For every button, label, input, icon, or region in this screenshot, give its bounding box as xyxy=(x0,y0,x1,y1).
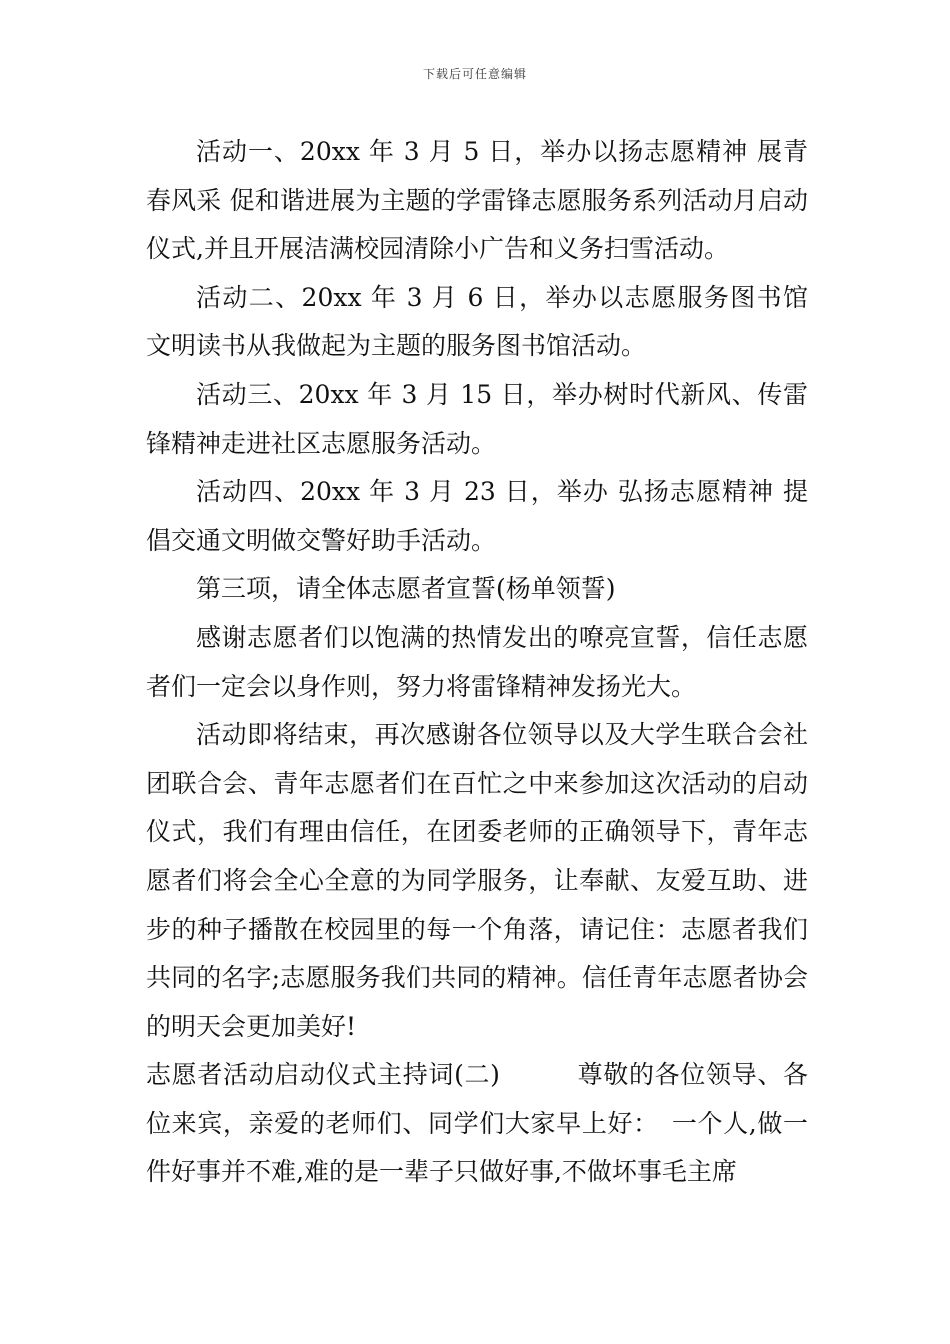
paragraph-oath: 第三项，请全体志愿者宣誓(杨单领誓) xyxy=(196,574,616,604)
document-body xyxy=(146,128,808,1197)
paragraph-thanks: 感谢志愿者们以饱满的热情发出的嘹亮宣誓，信任志愿者们一定会以身作则，努力将雷锋精神发扬光大。 xyxy=(146,622,808,701)
paragraph-activity-3: 活动三、20xx 年 3 月 15 日，举办树时代新风、传雷锋精神走进社区志愿服务活动。 xyxy=(146,379,808,458)
paragraph-closing: 活动即将结束，再次感谢各位领导以及大学生联合会社团联合会、青年志愿者们在百忙之中来参加这次活动的启动仪式，我们有理由信任，在团委老师的正确领导下，青年志愿者们将会全心全意的为同学服务，让奉献、友爱互助、进步的种子播散在校园里的每一个角落，请记住：志愿者我们共同的名字;志愿服务我们共同的精神。信任青年志愿者协会的明天会更加美好! xyxy=(146,720,808,1041)
paragraph-activity-2: 活动二、20xx 年 3 月 6 日，举办以志愿服务图书馆 文明读书从我做起为主题的服务图书馆活动。 xyxy=(146,282,808,361)
paragraph-activity-1: 活动一、20xx 年 3 月 5 日，举办以扬志愿精神 展青春风采 促和谐进展为主题的学雷锋志愿服务系列活动月启动仪式,并且开展洁满校园清除小广告和义务扫雪活动。 xyxy=(146,137,808,264)
paragraph-activity-4: 活动四、20xx 年 3 月 23 日，举办 弘扬志愿精神 提倡交通文明做交警好助手活动。 xyxy=(146,477,808,555)
paragraph-host-speech-2: 志愿者活动启动仪式主持词(二) 尊敬的各位领导、各位来宾，亲爱的老师们、同学们大家早上好： 一个人,做一件好事并不难,难的是一辈子只做好事,不做坏事毛主席 xyxy=(146,1060,808,1187)
page-header: 下载后可任意编辑 xyxy=(422,67,527,81)
